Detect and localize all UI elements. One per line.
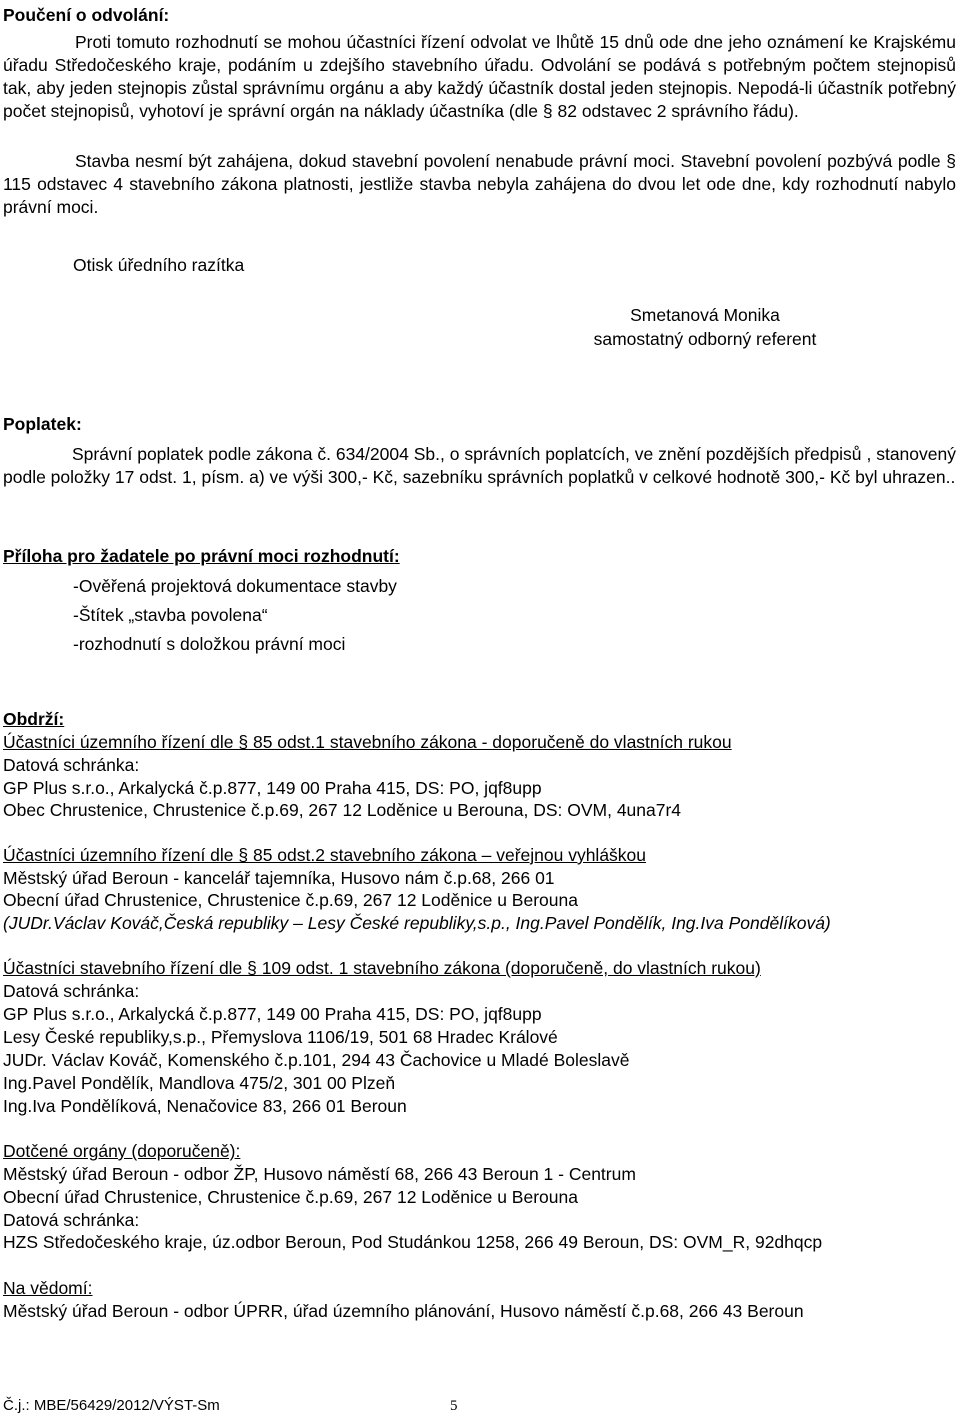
attachment-item: -Štítek „stavba povolena“ <box>73 605 268 625</box>
recipient-line: JUDr. Václav Kováč, Komenského č.p.101, 294 43 Čachovice u Mladé Boleslavě <box>3 1050 630 1070</box>
recipient-line: Městský úřad Beroun - kancelář tajemníka, Husovo nám č.p.68, 266 01 <box>3 868 555 888</box>
appeal-heading: Poučení o odvolání: <box>3 5 170 25</box>
recipient-line: Datová schránka: <box>3 1210 140 1230</box>
recipient-line: Obecní úřad Chrustenice, Chrustenice č.p.69, 267 12 Loděnice u Berouna <box>3 890 578 910</box>
recipient-group-2-title: Účastníci územního řízení dle § 85 odst.2 stavebního zákona – veřejnou vyhláškou <box>3 845 647 865</box>
recipient-group-4-title: Dotčené orgány (doporučeně): <box>3 1141 241 1161</box>
recipient-line-italic: (JUDr.Václav Kováč,Česká republiky – Lesy České republiky,s.p., Ing.Pavel Pondělík, Ing.Iva Pondělíková) <box>3 913 831 933</box>
document-reference: Č.j.: MBE/56429/2012/VÝST-Sm <box>3 1397 220 1414</box>
recipient-line: Obecní úřad Chrustenice, Chrustenice č.p.69, 267 12 Loděnice u Berouna <box>3 1187 578 1207</box>
recipient-line: Městský úřad Beroun - odbor ŽP, Husovo náměstí 68, 266 43 Beroun 1 - Centrum <box>3 1164 636 1184</box>
attachment-item: -Ověřená projektová dokumentace stavby <box>73 576 397 596</box>
fee-text-body: Správní poplatek podle zákona č. 634/2004 Sb., o správních poplatcích, ve znění pozdějších předpisů , stanovený podle položky 17 odst. 1, písm. a) ve výši 300,- Kč, sazebníku správních poplatků v celkové hodnotě 300,- Kč byl uhrazen.. <box>3 444 956 487</box>
recipient-line: Obec Chrustenice, Chrustenice č.p.69, 267 12 Loděnice u Berouna, DS: OVM, 4una7r4 <box>3 800 682 820</box>
recipient-line: Ing.Iva Pondělíková, Nenačovice 83, 266 01 Beroun <box>3 1096 407 1116</box>
recipient-line: Datová schránka: <box>3 755 140 775</box>
page-number: 5 <box>450 1398 458 1414</box>
fee-heading: Poplatek: <box>3 414 82 434</box>
attachment-heading: Příloha pro žadatele po právní moci rozhodnutí: <box>3 546 400 566</box>
recipient-line: GP Plus s.r.o., Arkalycká č.p.877, 149 00 Praha 415, DS: PO, jqf8upp <box>3 778 542 798</box>
recipient-group-5-title: Na vědomí: <box>3 1278 93 1298</box>
recipient-line: GP Plus s.r.o., Arkalycká č.p.877, 149 00 Praha 415, DS: PO, jqf8upp <box>3 1004 542 1024</box>
recipient-line: Datová schránka: <box>3 981 140 1001</box>
appeal-paragraph-1: Proti tomuto rozhodnutí se mohou účastníci řízení odvolat ve lhůtě 15 dnů ode dne jeho oznámení ke Krajskému úřadu Středočeského kraje, podáním u zdejšího stavebního úřadu. Odvolání se podává s potřebným počtem stejnopisů tak, aby jeden stejnopis zůstal správnímu orgánu a aby každý účastník dostal jeden stejnopis. Nepodá-li účastník potřebný počet stejnopisů, vyhotoví je správní orgán na náklady účastníka (dle § 82 odstavec 2 správního řádu). <box>3 32 956 121</box>
stamp-note: Otisk úředního razítka <box>73 255 245 275</box>
recipient-line: Lesy České republiky,s.p., Přemyslova 1106/19, 501 68 Hradec Králové <box>3 1027 558 1047</box>
fee-text <box>3 443 956 489</box>
appeal-paragraph-2: Stavba nesmí být zahájena, dokud stavební povolení nenabude právní moci. Stavební povolení pozbývá podle § 115 odstavec 4 stavebního zákona platnosti, jestliže stavba nebyla zahájena do dvou let ode dne, kdy rozhodnutí nabylo právní moci. <box>3 151 956 217</box>
recipient-group-1-title: Účastníci územního řízení dle § 85 odst.1 stavebního zákona - doporučeně do vlastních rukou <box>3 732 732 752</box>
recipient-line: HZS Středočeského kraje, úz.odbor Beroun, Pod Studánkou 1258, 266 49 Beroun, DS: OVM_R, 92dhqcp <box>3 1232 823 1252</box>
recipients-heading: Obdrží: <box>3 709 65 729</box>
recipient-line: Ing.Pavel Pondělík, Mandlova 475/2, 301 00 Plzeň <box>3 1073 396 1093</box>
signatory-name: Smetanová Monika <box>630 305 780 325</box>
signatory-title: samostatný odborný referent <box>593 329 817 349</box>
attachment-item: -rozhodnutí s doložkou právní moci <box>73 634 346 654</box>
recipient-group-3-title: Účastníci stavebního řízení dle § 109 odst. 1 stavebního zákona (doporučeně, do vlastních rukou) <box>3 958 761 978</box>
recipient-line: Městský úřad Beroun - odbor ÚPRR, úřad územního plánování, Husovo náměstí č.p.68, 266 43 Beroun <box>3 1301 804 1321</box>
